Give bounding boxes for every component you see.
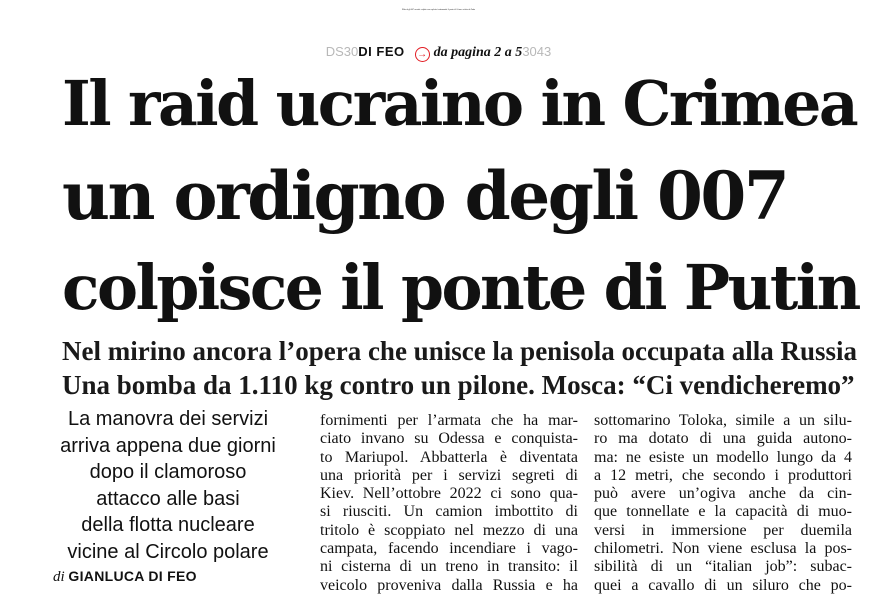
pull-quote-line: dopo il clamoroso — [89, 461, 247, 483]
column-line: tritolo è scoppiato nel mezzo di una — [320, 521, 578, 539]
column-line: quei a cavallo di un siluro che po- — [594, 576, 852, 594]
watermark-code-right: 3043 — [522, 44, 552, 59]
article-column-1 — [320, 412, 578, 595]
pull-quote-line: arriva appena due giorni — [60, 434, 276, 457]
column-line: sottomarino Toloka, simile a un silu- — [594, 412, 852, 429]
column-line: chilometri. Non viene esclusa la pos- — [594, 540, 852, 558]
pull-quote-line: attacco alle basi — [96, 487, 240, 510]
column-line: può avere un’ogiva anche da cin- — [594, 485, 852, 503]
watermark-code-left: DS30 — [325, 44, 359, 59]
subheadline — [62, 334, 862, 402]
column-line: Kiev. Nell’ottobre 2022 ci sono qua- — [320, 485, 578, 503]
top-author: DI FEO — [358, 44, 405, 59]
pull-quote-line: vicine al Circolo polare — [67, 540, 269, 563]
column-line: to Mariupol. Abbatterla è diventata — [320, 448, 578, 466]
pull-quote-line: della flotta nucleare — [81, 514, 255, 536]
column-line: ciato invano su Odessa e conquista- — [320, 430, 578, 448]
column-line: ni cisterna di un treno in transito: il — [320, 558, 578, 576]
headline-line: un ordigno degli 007 — [62, 157, 788, 235]
headline-line: Il raid ucraino in Crimea — [62, 67, 857, 140]
author-name: GIANLUCA DI FEO — [68, 568, 197, 584]
headline-line: colpisce il ponte di Putin — [62, 251, 859, 324]
pull-quote-line: La manovra dei servizi — [67, 408, 269, 430]
column-line: veicolo proveniva dalla Russia e ha — [320, 576, 578, 594]
column-line: ma: ne esiste un modello lungo da 4 — [594, 448, 852, 466]
column-line: si riusciti. Un camion imbottito di — [320, 503, 578, 521]
subhead-line: Una bomba da 1.110 kg contro un pilone. Mosca: “Ci vendicheremo” — [62, 370, 855, 400]
main-headline — [62, 58, 862, 334]
arrow-right-icon: → — [415, 47, 430, 62]
page-reference: da pagina 2 a 5 — [433, 45, 523, 60]
subhead-line: Nel mirino ancora l’opera che unisce la penisola occupata alla Russia — [62, 336, 857, 366]
column-line: a 12 metri, che secondo i produttori — [594, 466, 852, 484]
column-line: que tonnellate e la capacità di muo- — [594, 503, 852, 521]
byline-prefix: di — [53, 569, 65, 585]
column-line: versi in immersione per duemila — [594, 521, 852, 539]
column-line: una priorità per i servizi segreti di — [320, 466, 578, 484]
author-byline — [53, 568, 197, 586]
column-line: sibilità di un “italian job”: subac- — [594, 558, 852, 576]
column-line: campata, facendo incendiare i vago- — [320, 540, 578, 558]
column-line: ro ma dotato di una guida autono- — [594, 430, 852, 448]
pull-quote — [48, 406, 288, 565]
article-column-2 — [594, 412, 852, 595]
kicker-headline: Blitz degli 007 ucraini: colpito con esplosivi sottomarini il ponte di Crimea voluto da Putin — [402, 9, 475, 11]
column-line: fornimenti per l’armata che ha mar- — [320, 412, 578, 429]
